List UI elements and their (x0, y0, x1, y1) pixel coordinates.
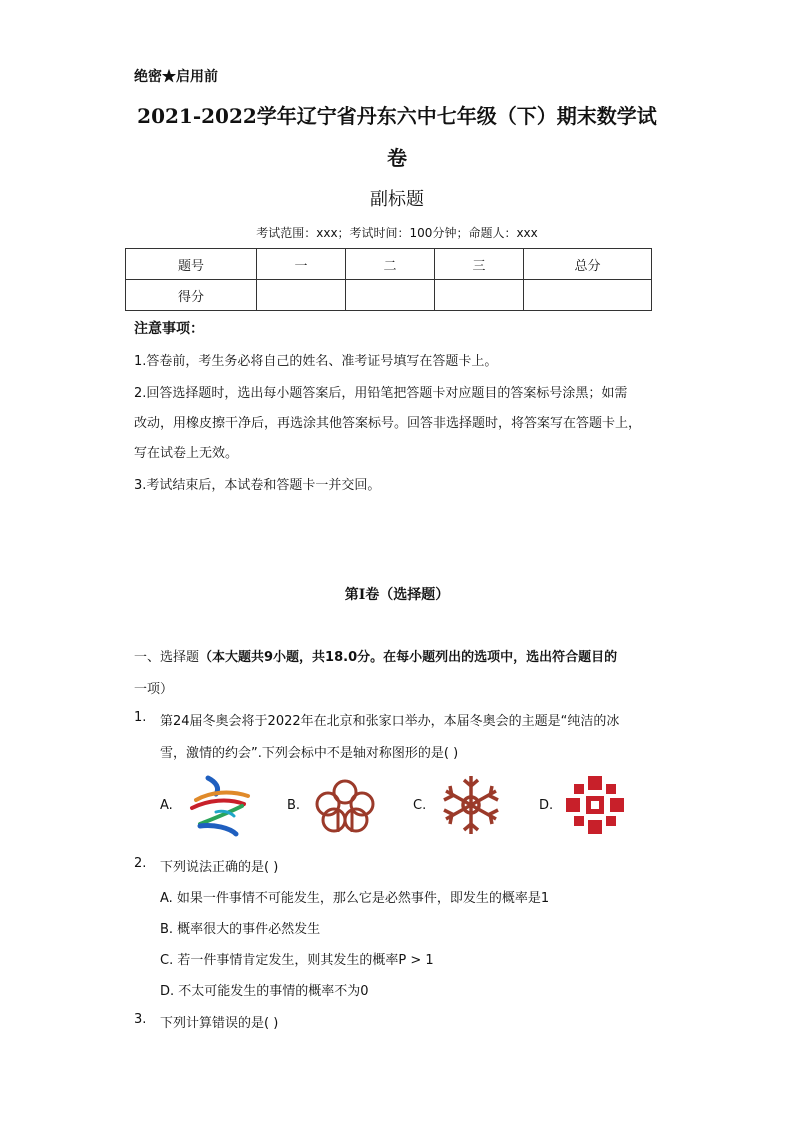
score-table (125, 248, 652, 311)
question-text: 下列计算错误的是( ) (160, 1016, 279, 1031)
part-heading-line-2: 一项） (134, 682, 174, 697)
question-number: 1. (134, 710, 147, 725)
part-heading-prefix: 一、选择题 (134, 650, 200, 665)
subtitle: 副标题 (370, 189, 424, 210)
option-label-b[interactable]: B. (287, 798, 301, 813)
option-label-d[interactable]: D. (539, 798, 554, 813)
cross-pattern-emblem-icon (564, 774, 626, 836)
score-input-cell[interactable] (435, 280, 524, 311)
exam-title: 2021-2022学年辽宁省丹东六中七年级（下）期末数学试 (137, 104, 657, 128)
option-label-c[interactable]: C. (413, 798, 427, 813)
table-cell: 二 (346, 249, 435, 280)
option-c[interactable]: C. 若一件事情肯定发生，则其发生的概率P > 1 (160, 953, 434, 968)
table-cell: 得分 (126, 280, 257, 311)
table-cell: 一 (257, 249, 346, 280)
question-number: 3. (134, 1012, 147, 1027)
part-heading-bold: （本大题共9小题，共18.0分。在每小题列出的选项中，选出符合题目的 (199, 650, 618, 665)
option-a[interactable]: A. 如果一件事情不可能发生，那么它是必然事件，即发生的概率是1 (160, 891, 550, 906)
score-input-cell[interactable] (524, 280, 652, 311)
score-input-cell[interactable] (346, 280, 435, 311)
note-item-2-line-3: 写在试卷上无效。 (134, 446, 239, 461)
note-item-3: 3.考试结束后，本试卷和答题卡一并交回。 (134, 478, 381, 493)
question-text: 第24届冬奥会将于2022年在北京和张家口举办，本届冬奥会的主题是“纯洁的冰 (160, 714, 620, 729)
question-text: 下列说法正确的是( ) (160, 860, 279, 875)
note-item-2-line-2: 改动，用橡皮擦干净后，再选涂其他答案标号。回答非选择题时，将答案写在答题卡上， (134, 416, 642, 431)
winter-olympics-emblem-icon (186, 774, 254, 840)
score-table-header-row (126, 249, 652, 280)
exam-title-continued: 卷 (387, 146, 407, 170)
option-b[interactable]: B. 概率很大的事件必然发生 (160, 922, 321, 937)
score-table-score-row (126, 280, 652, 311)
exam-info: 考试范围：xxx；考试时间：100分钟；命题人：xxx (256, 226, 538, 240)
note-item-2: 2.回答选择题时，选出每小题答案后，用铅笔把答题卡对应题目的答案标号涂黑；如需 (134, 386, 628, 401)
table-cell: 题号 (126, 249, 257, 280)
score-input-cell[interactable] (257, 280, 346, 311)
secret-label: 绝密★启用前 (134, 69, 218, 85)
table-cell: 三 (435, 249, 524, 280)
question-text-line-2: 雪，激情的约会”.下列会标中不是轴对称图形的是( ) (160, 746, 459, 761)
rings-emblem-icon (312, 776, 378, 838)
snowflake-emblem-icon (438, 772, 504, 838)
option-label-a[interactable]: A. (160, 798, 173, 813)
part-heading (134, 646, 617, 665)
note-item-1: 1.答卷前，考生务必将自己的姓名、准考证号填写在答题卡上。 (134, 354, 498, 369)
question-number: 2. (134, 856, 147, 871)
table-cell: 总分 (524, 249, 652, 280)
notes-title: 注意事项： (134, 321, 204, 337)
option-d[interactable]: D. 不太可能发生的事情的概率不为0 (160, 984, 369, 999)
section-title: 第I卷（选择题） (344, 587, 450, 603)
